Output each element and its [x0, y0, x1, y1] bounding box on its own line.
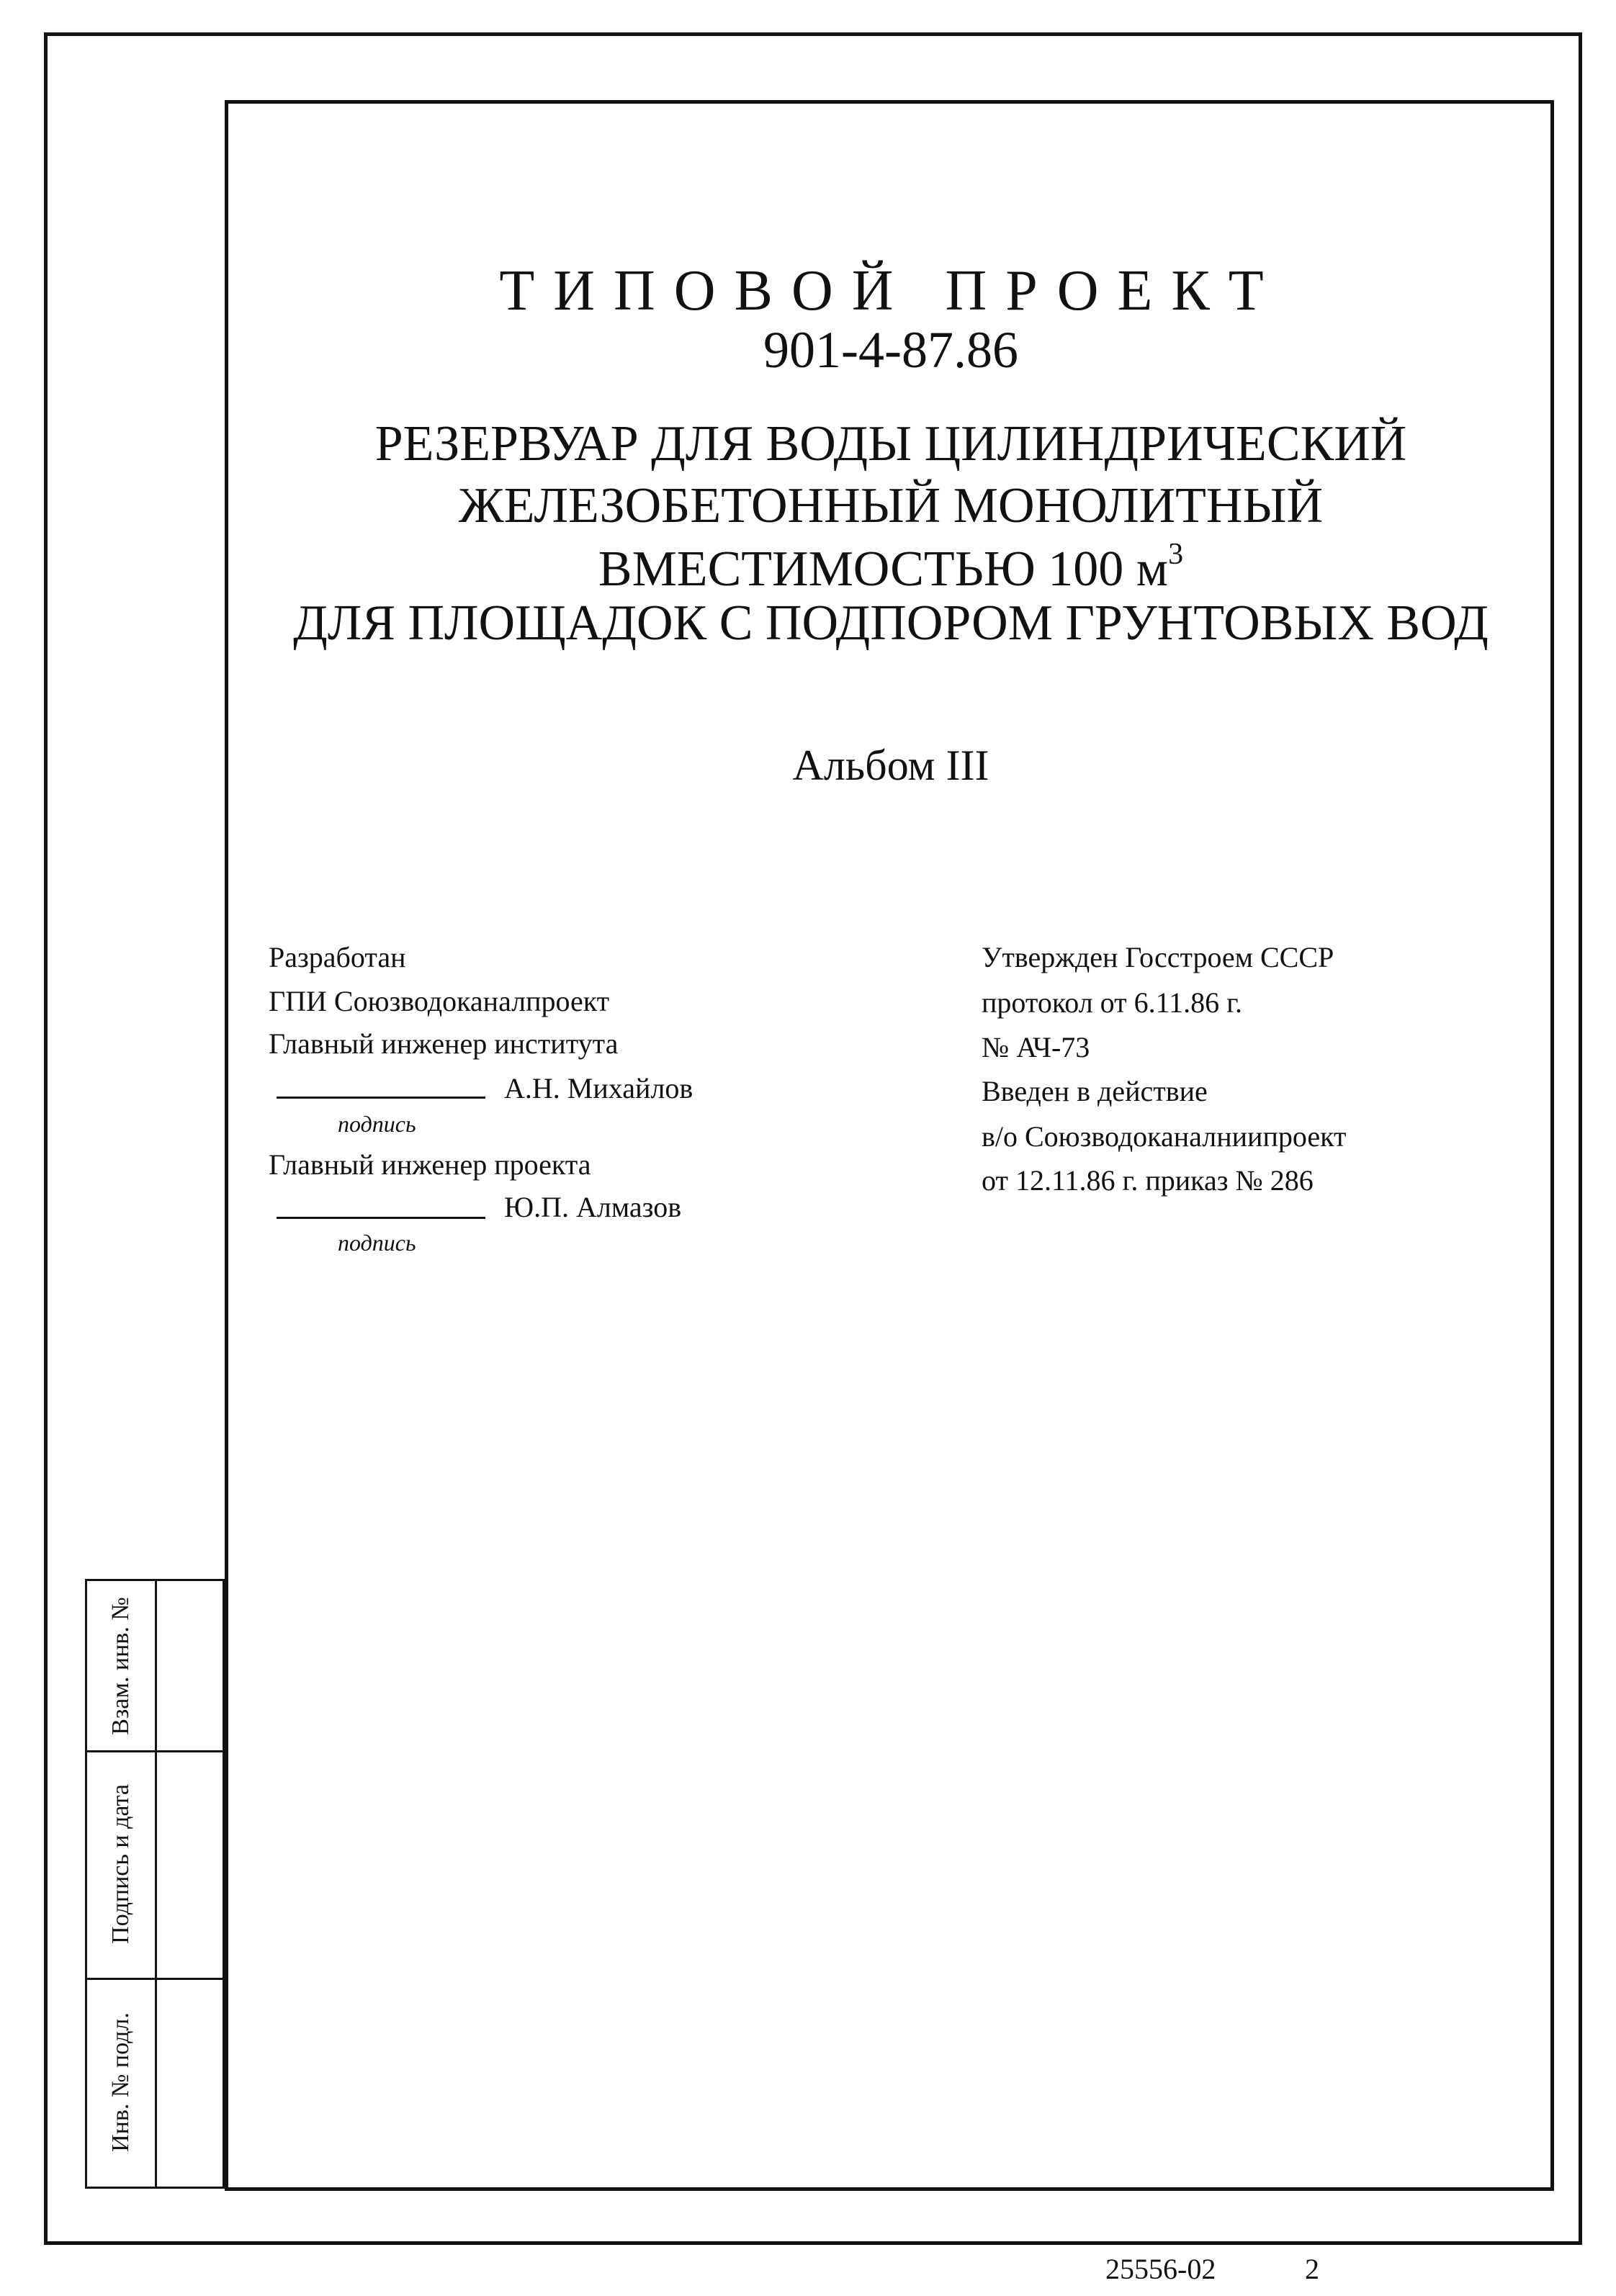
title-line-3: [228, 539, 1554, 595]
inventory-stamp-table: [85, 1579, 225, 2189]
title-line-2: ЖЕЛЕЗОБЕТОННЫЙ МОНОЛИТНЫЙ: [458, 478, 1324, 534]
stamp-label: Взам. инв. №: [107, 1596, 135, 1735]
album-label: Альбом III: [792, 742, 989, 789]
approved-line-3: № АЧ-73: [982, 1031, 1090, 1063]
approved-line-2: протокол от 6.11.86 г.: [982, 986, 1243, 1019]
title-line-1: РЕЗЕРВУАР ДЛЯ ВОДЫ ЦИЛИНДРИЧЕСКИЙ: [374, 416, 1407, 472]
chief-institute-label: Главный инженер института: [269, 1027, 619, 1060]
title-line-4: ДЛЯ ПЛОЩАДОК С ПОДПОРОМ ГРУНТОВЫХ ВОД: [293, 595, 1489, 651]
approved-line-6: от 12.11.86 г. приказ № 286: [982, 1164, 1314, 1197]
project-number: 901-4-87.86: [763, 321, 1018, 379]
stamp-label: Инв. № подл.: [107, 2012, 135, 2152]
stamp-column-divider: [155, 1581, 157, 2187]
chief-institute-name: А.Н. Михайлов: [504, 1072, 693, 1104]
developed-label: Разработан: [269, 941, 406, 973]
inner-frame: [225, 100, 1554, 2191]
approved-line-1: Утвержден Госстроем СССР: [982, 941, 1334, 973]
title-line-3-text: ВМЕСТИМОСТЬЮ 100 м: [598, 541, 1169, 597]
signature-caption-2: подпись: [338, 1230, 416, 1256]
signature-line-institute: [277, 1097, 485, 1099]
signature-caption-1: подпись: [338, 1111, 416, 1137]
chief-project-label: Главный инженер проекта: [269, 1148, 591, 1181]
stamp-cell-signature-date: [87, 1750, 155, 1978]
page-number: 2: [1305, 2253, 1319, 2285]
stamp-label: Подпись и дата: [107, 1784, 134, 1944]
document-code: 25556-02: [1105, 2253, 1216, 2285]
title-superscript: 3: [1168, 538, 1184, 571]
approved-line-5: в/о Союзводоканалниипроект: [982, 1120, 1347, 1153]
chief-project-name: Ю.П. Алмазов: [504, 1191, 682, 1223]
stamp-cell-replacement-inv: [87, 1581, 155, 1750]
developer-org: ГПИ Союзводоканалпроект: [269, 985, 610, 1017]
document-type: ТИПОВОЙ ПРОЕКТ: [499, 259, 1283, 323]
signature-line-project: [277, 1217, 485, 1219]
approved-line-4: Введен в действие: [982, 1075, 1208, 1107]
stamp-cell-original-inv: [87, 1978, 155, 2187]
